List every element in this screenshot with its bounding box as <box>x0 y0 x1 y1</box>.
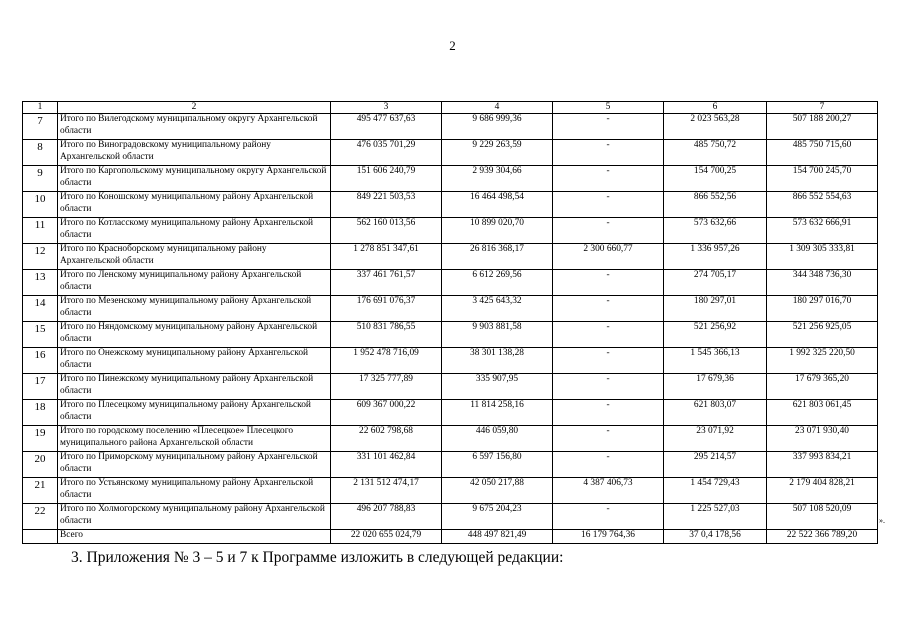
column-3-value-cell: 151 606 240,79 <box>331 166 442 192</box>
table-row <box>23 374 878 400</box>
municipality-name-cell: Итого по Котласскому муниципальному району Архангельской области <box>58 218 331 244</box>
municipality-name-cell: Итого по Коношскому муниципальному району Архангельской области <box>58 192 331 218</box>
table-row <box>23 166 878 192</box>
municipality-name-cell: Итого по Виноградовскому муниципальному району Архангельской области <box>58 140 331 166</box>
column-5-value-cell: 4 387 406,73 <box>553 478 664 504</box>
table-row <box>23 322 878 348</box>
municipality-name-cell: Итого по городскому поселению «Плесецкое» Плесецкого муниципального района Архангельской области <box>58 426 331 452</box>
column-6-value-cell: 1 454 729,43 <box>664 478 767 504</box>
column-7-value-cell: 2 179 404 828,21 <box>767 478 878 504</box>
row-number-cell: 9 <box>23 166 58 192</box>
row-number-cell: 19 <box>23 426 58 452</box>
column-5-value-cell: - <box>553 114 664 140</box>
row-number-cell <box>23 530 58 544</box>
column-4-value-cell: 6 612 269,56 <box>442 270 553 296</box>
column-6-value-cell: 621 803,07 <box>664 400 767 426</box>
column-5-value-cell: 16 179 764,36 <box>553 530 664 544</box>
column-4-value-cell: 10 899 020,70 <box>442 218 553 244</box>
total-row <box>23 530 878 544</box>
municipality-name-cell: Итого по Холмогорскому муниципальному району Архангельской области <box>58 504 331 530</box>
column-7-value-cell: 154 700 245,70 <box>767 166 878 192</box>
table-row <box>23 218 878 244</box>
column-6-value-cell: 17 679,36 <box>664 374 767 400</box>
row-number-cell: 8 <box>23 140 58 166</box>
column-7-value-cell: 23 071 930,40 <box>767 426 878 452</box>
column-6-value-cell: 1 545 366,13 <box>664 348 767 374</box>
closing-quote-mark: ». <box>879 516 885 525</box>
municipality-name-cell: Итого по Вилегодскому муниципальному округу Архангельской области <box>58 114 331 140</box>
table-row <box>23 426 878 452</box>
table-body <box>23 102 878 544</box>
column-3-value-cell: 495 477 637,63 <box>331 114 442 140</box>
table-row <box>23 348 878 374</box>
column-7-value-cell: 507 188 200,27 <box>767 114 878 140</box>
column-6-value-cell: 295 214,57 <box>664 452 767 478</box>
column-4-value-cell: 26 816 368,17 <box>442 244 553 270</box>
column-6-value-cell: 866 552,56 <box>664 192 767 218</box>
column-7-value-cell: 180 297 016,70 <box>767 296 878 322</box>
column-4-value-cell: 335 907,95 <box>442 374 553 400</box>
municipality-name-cell: Всего <box>58 530 331 544</box>
column-3-value-cell: 17 325 777,89 <box>331 374 442 400</box>
municipality-name-cell: Итого по Красноборскому муниципальному району Архангельской области <box>58 244 331 270</box>
row-number-cell: 16 <box>23 348 58 374</box>
header-cell: 3 <box>331 102 442 114</box>
column-5-value-cell: - <box>553 452 664 478</box>
column-4-value-cell: 11 814 258,16 <box>442 400 553 426</box>
row-number-cell: 14 <box>23 296 58 322</box>
column-5-value-cell: - <box>553 218 664 244</box>
column-6-value-cell: 23 071,92 <box>664 426 767 452</box>
column-7-value-cell: 17 679 365,20 <box>767 374 878 400</box>
header-cell: 2 <box>58 102 331 114</box>
column-6-value-cell: 2 023 563,28 <box>664 114 767 140</box>
column-6-value-cell: 573 632,66 <box>664 218 767 244</box>
row-number-cell: 21 <box>23 478 58 504</box>
header-cell: 6 <box>664 102 767 114</box>
column-4-value-cell: 3 425 643,32 <box>442 296 553 322</box>
column-4-value-cell: 42 050 217,88 <box>442 478 553 504</box>
row-number-cell: 18 <box>23 400 58 426</box>
column-3-value-cell: 849 221 503,53 <box>331 192 442 218</box>
row-number-cell: 11 <box>23 218 58 244</box>
column-6-value-cell: 154 700,25 <box>664 166 767 192</box>
municipality-name-cell: Итого по Приморскому муниципальному району Архангельской области <box>58 452 331 478</box>
column-4-value-cell: 9 675 204,23 <box>442 504 553 530</box>
column-5-value-cell: - <box>553 504 664 530</box>
column-4-value-cell: 9 903 881,58 <box>442 322 553 348</box>
table-row <box>23 114 878 140</box>
column-6-value-cell: 1 225 527,03 <box>664 504 767 530</box>
row-number-cell: 20 <box>23 452 58 478</box>
column-7-value-cell: 22 522 366 789,20 <box>767 530 878 544</box>
column-4-value-cell: 6 597 156,80 <box>442 452 553 478</box>
header-cell: 7 <box>767 102 878 114</box>
column-4-value-cell: 16 464 498,54 <box>442 192 553 218</box>
column-4-value-cell: 9 686 999,36 <box>442 114 553 140</box>
table-row <box>23 244 878 270</box>
column-5-value-cell: - <box>553 296 664 322</box>
column-5-value-cell: - <box>553 166 664 192</box>
column-7-value-cell: 866 552 554,63 <box>767 192 878 218</box>
column-6-value-cell: 485 750,72 <box>664 140 767 166</box>
table-row <box>23 504 878 530</box>
page-number: 2 <box>449 38 456 53</box>
column-5-value-cell: - <box>553 374 664 400</box>
column-3-value-cell: 609 367 000,22 <box>331 400 442 426</box>
municipality-name-cell: Итого по Ленскому муниципальному району Архангельской области <box>58 270 331 296</box>
column-7-value-cell: 573 632 666,91 <box>767 218 878 244</box>
header-cell: 4 <box>442 102 553 114</box>
column-3-value-cell: 562 160 013,56 <box>331 218 442 244</box>
column-6-value-cell: 274 705,17 <box>664 270 767 296</box>
budget-table <box>22 101 878 544</box>
table-row <box>23 452 878 478</box>
column-3-value-cell: 2 131 512 474,17 <box>331 478 442 504</box>
column-3-value-cell: 337 461 761,57 <box>331 270 442 296</box>
column-3-value-cell: 1 952 478 716,09 <box>331 348 442 374</box>
column-6-value-cell: 37 0,4 178,56 <box>664 530 767 544</box>
municipality-name-cell: Итого по Онежскому муниципальному району Архангельской области <box>58 348 331 374</box>
column-5-value-cell: - <box>553 192 664 218</box>
column-6-value-cell: 521 256,92 <box>664 322 767 348</box>
column-3-value-cell: 331 101 462,84 <box>331 452 442 478</box>
column-7-value-cell: 344 348 736,30 <box>767 270 878 296</box>
municipality-name-cell: Итого по Плесецкому муниципальному району Архангельской области <box>58 400 331 426</box>
column-6-value-cell: 180 297,01 <box>664 296 767 322</box>
municipality-name-cell: Итого по Устьянскому муниципальному району Архангельской области <box>58 478 331 504</box>
municipality-name-cell: Итого по Няндомскому муниципальному району Архангельской области <box>58 322 331 348</box>
column-4-value-cell: 9 229 263,59 <box>442 140 553 166</box>
table-row <box>23 400 878 426</box>
amendment-paragraph: 3. Приложения № 3 – 5 и 7 к Программе изложить в следующей редакции: <box>71 549 564 566</box>
municipality-name-cell: Итого по Каргопольскому муниципальному округу Архангельской области <box>58 166 331 192</box>
table-row <box>23 478 878 504</box>
column-4-value-cell: 448 497 821,49 <box>442 530 553 544</box>
column-7-value-cell: 337 993 834,21 <box>767 452 878 478</box>
row-number-cell: 13 <box>23 270 58 296</box>
column-3-value-cell: 176 691 076,37 <box>331 296 442 322</box>
column-5-value-cell: - <box>553 426 664 452</box>
column-3-value-cell: 22 602 798,68 <box>331 426 442 452</box>
row-number-cell: 10 <box>23 192 58 218</box>
row-number-cell: 15 <box>23 322 58 348</box>
table-row <box>23 296 878 322</box>
municipality-name-cell: Итого по Пинежскому муниципальному району Архангельской области <box>58 374 331 400</box>
column-3-value-cell: 510 831 786,55 <box>331 322 442 348</box>
row-number-cell: 22 <box>23 504 58 530</box>
column-5-value-cell: - <box>553 322 664 348</box>
municipality-name-cell: Итого по Мезенскому муниципальному району Архангельской области <box>58 296 331 322</box>
column-3-value-cell: 22 020 655 024,79 <box>331 530 442 544</box>
column-4-value-cell: 446 059,80 <box>442 426 553 452</box>
table-header-row <box>23 102 878 114</box>
column-4-value-cell: 2 939 304,66 <box>442 166 553 192</box>
row-number-cell: 7 <box>23 114 58 140</box>
table-row <box>23 270 878 296</box>
column-5-value-cell: - <box>553 400 664 426</box>
column-5-value-cell: - <box>553 348 664 374</box>
row-number-cell: 12 <box>23 244 58 270</box>
column-3-value-cell: 476 035 701,29 <box>331 140 442 166</box>
column-3-value-cell: 496 207 788,83 <box>331 504 442 530</box>
column-4-value-cell: 38 301 138,28 <box>442 348 553 374</box>
table-row <box>23 140 878 166</box>
column-7-value-cell: 621 803 061,45 <box>767 400 878 426</box>
header-cell: 1 <box>23 102 58 114</box>
column-7-value-cell: 1 992 325 220,50 <box>767 348 878 374</box>
column-5-value-cell: 2 300 660,77 <box>553 244 664 270</box>
column-3-value-cell: 1 278 851 347,61 <box>331 244 442 270</box>
column-5-value-cell: - <box>553 270 664 296</box>
row-number-cell: 17 <box>23 374 58 400</box>
column-5-value-cell: - <box>553 140 664 166</box>
column-7-value-cell: 507 108 520,09 <box>767 504 878 530</box>
column-6-value-cell: 1 336 957,26 <box>664 244 767 270</box>
column-7-value-cell: 521 256 925,05 <box>767 322 878 348</box>
table-row <box>23 192 878 218</box>
header-cell: 5 <box>553 102 664 114</box>
column-7-value-cell: 485 750 715,60 <box>767 140 878 166</box>
column-7-value-cell: 1 309 305 333,81 <box>767 244 878 270</box>
